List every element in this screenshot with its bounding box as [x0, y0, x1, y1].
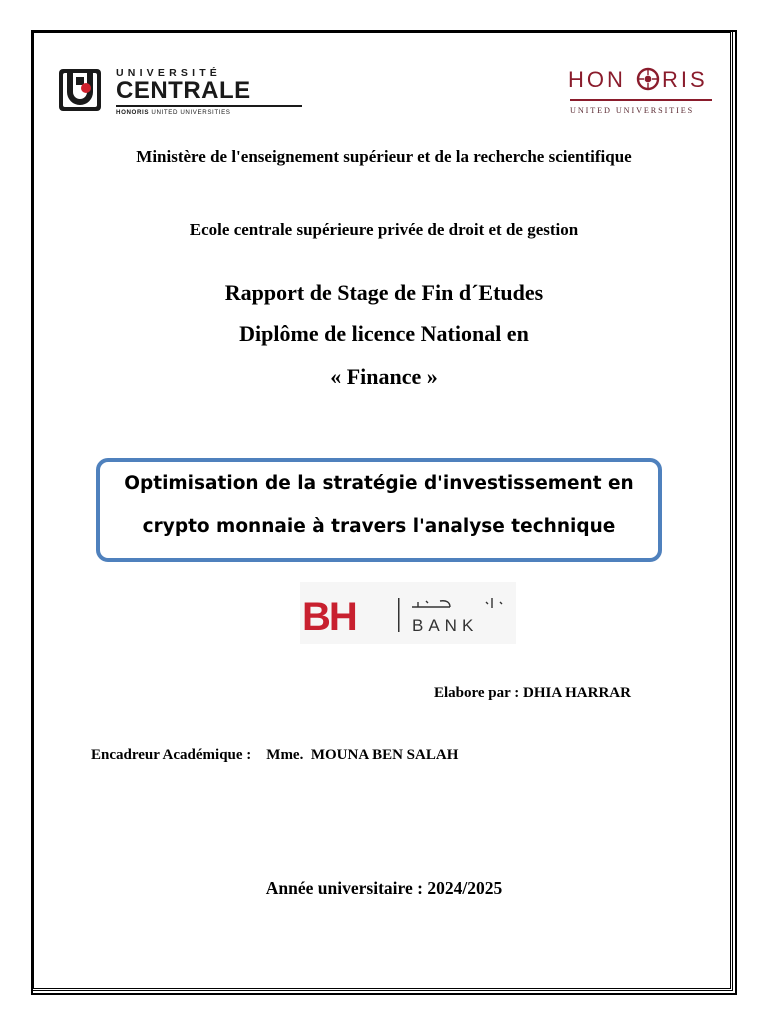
supervisor-line: Encadreur Académique : Mme. MOUNA BEN SALAH: [91, 747, 459, 763]
diploma-title: Diplôme de licence National en: [239, 321, 529, 346]
logo-united-universities: UNITED UNIVERSITIES: [149, 109, 231, 116]
bh-mark: BH: [302, 595, 356, 639]
bh-bank-logo: [300, 582, 516, 644]
topic-box: [96, 458, 662, 562]
bh-bank-word: BANK: [412, 616, 479, 635]
honoris-wordmark: [568, 66, 716, 94]
topic-line-1: Optimisation de la stratégie d'investissement en: [124, 473, 634, 494]
logo-line-centrale: CENTRALE: [116, 77, 251, 104]
logo-line-honoris-united: [116, 109, 302, 117]
report-title: Rapport de Stage de Fin d´Etudes: [224, 280, 544, 305]
author-line: Elabore par : DHIA HARRAR: [434, 685, 631, 701]
ministry-heading: Ministère de l'enseignement supérieur et de la recherche scientifique: [136, 147, 632, 166]
universite-centrale-logo: [58, 66, 251, 116]
honoris-logo: [568, 66, 716, 120]
topic-text: [100, 462, 658, 548]
universite-centrale-emblem-icon: [58, 68, 102, 112]
svg-text:HON: HON: [568, 67, 626, 92]
topic-line-2: crypto monnaie à travers l'analyse technique: [142, 516, 616, 537]
svg-text:RIS: RIS: [662, 67, 708, 92]
field-title: « Finance »: [330, 364, 438, 389]
academic-year: Année universitaire : 2024/2025: [265, 878, 503, 898]
honoris-subtitle: UNITED UNIVERSITIES: [570, 106, 695, 115]
logo-line-universite: UNIVERSITÉ: [116, 67, 222, 79]
logo-honoris-word: HONORIS: [116, 109, 150, 116]
honoris-divider: [570, 99, 712, 101]
school-heading: Ecole centrale supérieure privée de droit et de gestion: [189, 220, 579, 239]
logo-divider: [116, 105, 302, 107]
